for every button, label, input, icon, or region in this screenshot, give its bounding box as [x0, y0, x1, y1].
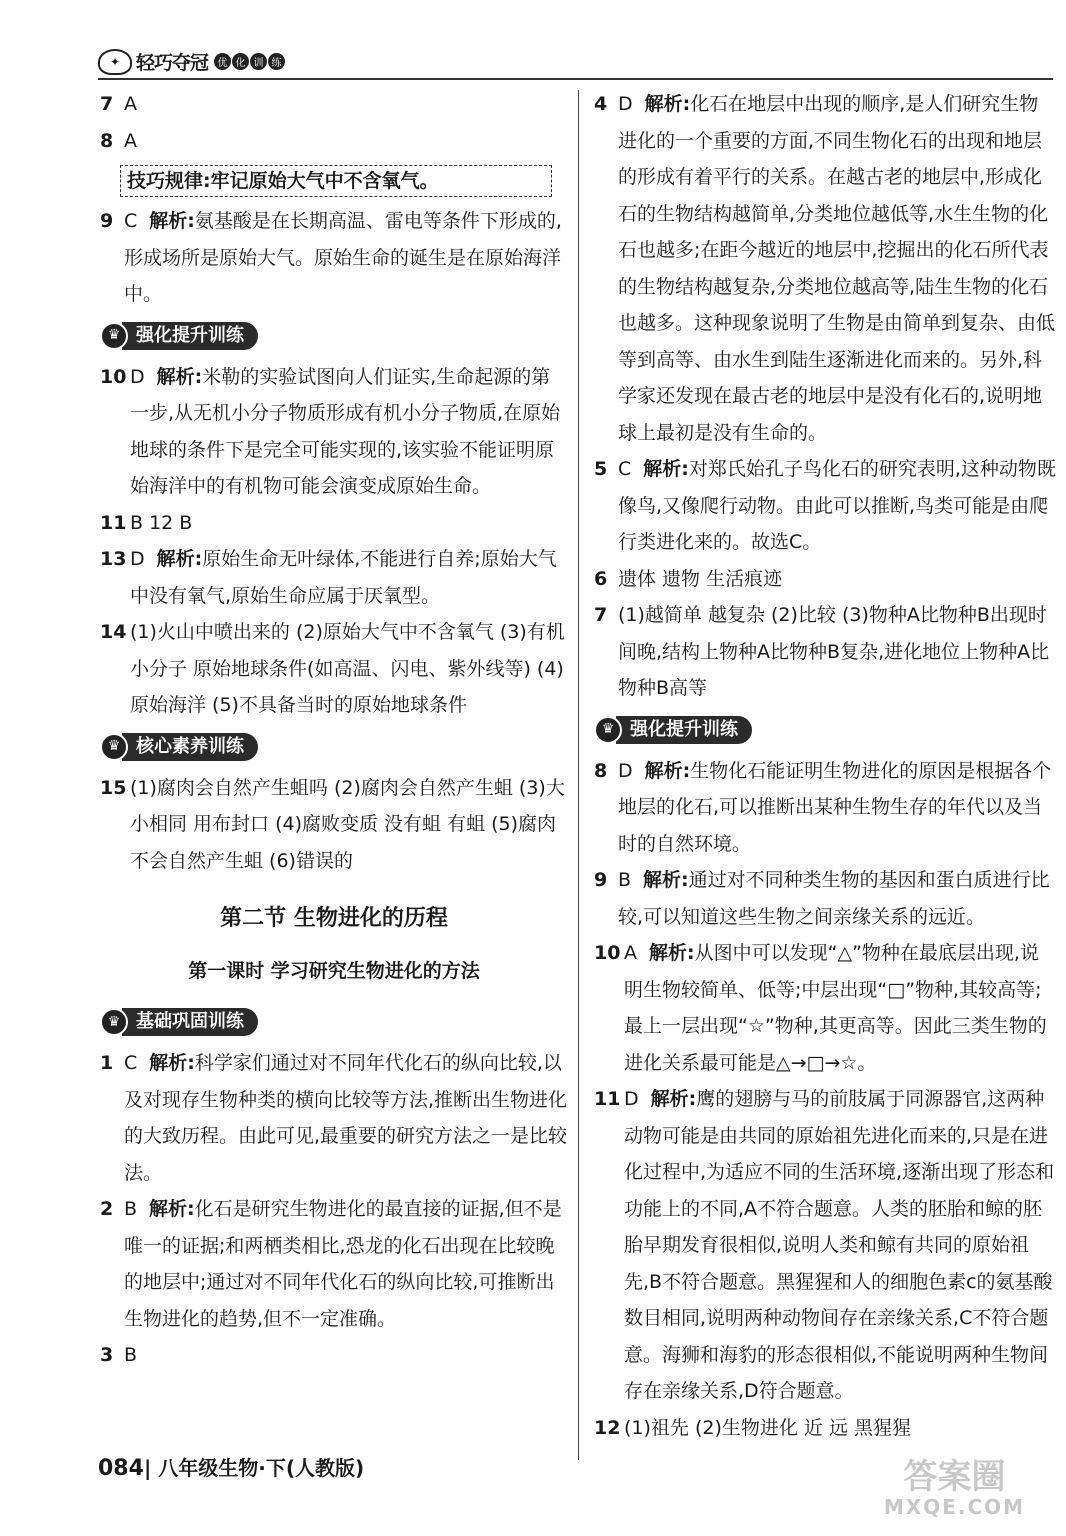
analysis-text: 从图中可以发现“△”物种在最底层出现,说明生物较简单、低等;中层出现“□”物种,其较高等;最上一层出现“☆”物种,其更高等。因此三类生物的进化关系最可能是△→□→☆。 [624, 942, 1047, 1074]
analysis-text: 生物化石能证明生物进化的原因是根据各个地层的化石,可以推断出某种生物生存的年代以及当时的自然环境。 [618, 759, 1052, 855]
question-number: 2 [100, 1198, 114, 1220]
question-number: 10 [594, 942, 621, 964]
analysis-text: 氨基酸是在长期高温、雷电等条件下形成的,形成场所是原始大气。原始生命的诞生是在原始海洋中。 [124, 210, 562, 305]
answer-choice: C [618, 458, 632, 480]
section-badge [100, 732, 258, 762]
answer-item [100, 505, 568, 542]
question-number: 8 [100, 129, 114, 152]
question-number: 1 [100, 1052, 114, 1074]
answer-choice: C [124, 210, 138, 232]
answer-item [100, 1191, 568, 1337]
header-divider [98, 78, 1053, 80]
brand-tag: 训 [250, 53, 267, 70]
badge-label: 强化提升训练 [616, 716, 752, 744]
page-footer: 084| 八年级生物·下(人教版) [98, 1456, 365, 1481]
answer-item [594, 862, 1056, 935]
answer-item [100, 203, 568, 313]
badge-label: 基础巩固训练 [122, 1008, 258, 1036]
question-number: 9 [594, 869, 608, 891]
brand-tags [214, 53, 286, 70]
question-number: 15 [100, 776, 127, 799]
answer-item [594, 1081, 1056, 1410]
crown-icon: ♛ [100, 1008, 128, 1036]
answer-item [100, 770, 568, 880]
watermark-url: MXQE.COM [883, 1495, 1026, 1519]
right-column [594, 86, 1056, 1446]
section-badge [594, 715, 752, 745]
answer-item [594, 935, 1056, 1081]
watermark [862, 1457, 1047, 1528]
page-number: 084 [98, 1456, 144, 1481]
analysis-label: 解析: [644, 93, 691, 115]
analysis-label: 解析: [643, 869, 689, 891]
analysis-label: 解析: [649, 942, 695, 964]
analysis-text: 米勒的实验试图向人们证实,生命起源的第一步,从无机小分子物质形成有机小分子物质,在原始地球的条件下是完全可能实现的,该实验不能证明原始海洋中的有机物可能会演变成原始生命。 [130, 365, 561, 497]
answer-text: B 12 B [130, 511, 193, 534]
crown-icon: ♛ [594, 716, 622, 744]
crown-icon: ♛ [100, 322, 128, 350]
answer-item [100, 1337, 568, 1374]
logo-icon: ✦ [98, 49, 132, 75]
answer-item [594, 597, 1056, 707]
answer-item [100, 1045, 568, 1191]
answer-text: (1)越简单 越复杂 (2)比较 (3)物种A比物种B出现时间晚,结构上物种A比物种B复杂,进化地位上物种A比物种B高等 [618, 604, 1050, 699]
question-number: 8 [594, 759, 608, 782]
question-number: 14 [100, 621, 127, 643]
brand-name: 轻巧夺冠 [136, 52, 209, 74]
question-number: 7 [100, 93, 114, 115]
answer-choice: B [124, 1344, 138, 1366]
badge-label: 核心素养训练 [122, 733, 258, 761]
analysis-text: 化石在地层中出现的顺序,是人们研究生物进化的一个重要的方面,不同生物化石的出现和地层的形成有着平行的关系。在越古老的地层中,形成化石的生物结构越简单,分类地位越低等,水生生物的化石也越多;在距今越近的地层中,挖掘出的化石所代表的生物结构越复杂,分类地位越高等,陆生生物的化石也越多。这种现象说明了生物是由简单到复杂、由低等到高等、由水生到陆生逐渐进化而来的。另外,科学家还发现在最古老的地层中是没有化石的,说明地球上最初是没有生命的。 [618, 93, 1056, 444]
answer-choice: D [130, 548, 145, 570]
question-number: 3 [100, 1344, 114, 1366]
answer-text: (1)腐肉会自然产生蛆吗 (2)腐肉会自然产生蛆 (3)大小相同 用布封口 (4)腐败变质 没有蛆 有蛆 (5)腐肉不会自然产生蛆 (6)错误的 [130, 776, 565, 872]
answer-text: (1)祖先 (2)生物进化 近 远 黑猩猩 [624, 1416, 911, 1439]
question-number: 9 [100, 210, 114, 232]
answer-choice: A [124, 93, 137, 115]
brand-tag: 练 [268, 53, 285, 70]
tip-box: 技巧规律:牢记原始大气中不含氧气。 [120, 165, 552, 197]
answer-item [594, 561, 1056, 598]
analysis-label: 解析: [650, 1088, 697, 1110]
watermark-text: 答案圈 [903, 1457, 1006, 1497]
answer-choice: B [124, 1198, 138, 1220]
answer-item [594, 1410, 1056, 1447]
analysis-text: 对郑氏始孔子鸟化石的研究表明,这种动物既像鸟,又像爬行动物。由此可以推断,鸟类可能是由爬行类进化来的。故选C。 [618, 458, 1056, 553]
answer-choice: D [618, 93, 633, 115]
answer-item [594, 86, 1056, 451]
answer-choice: C [124, 1052, 138, 1074]
analysis-text: 鹰的翅膀与马的前肢属于同源器官,这两种动物可能是由共同的原始祖先进化而来的,只是在进化过程中,为适应不同的生活环境,逐渐出现了形态和功能上的不同,A不符合题意。人类的胚胎和鲸的胚胎早期发育很相似,说明人类和鲸有共同的原始祖先,B不符合题意。黑猩猩和人的细胞色素c的氨基酸数目相同,说明两种动物间存在亲缘关系,C不符合题意。海狮和海豹的形态很相似,不能说明两种生物间存在亲缘关系,D符合题意。 [624, 1088, 1055, 1402]
question-number: 10 [100, 365, 127, 388]
crown-icon: ♛ [100, 733, 128, 761]
question-number: 11 [594, 1088, 621, 1110]
book-title: 八年级生物·下(人教版) [158, 1456, 365, 1480]
question-number: 4 [594, 93, 608, 115]
analysis-label: 解析: [156, 548, 203, 570]
brand-tag: 化 [232, 53, 249, 70]
answer-item [594, 451, 1056, 561]
answer-item [594, 753, 1056, 863]
question-number: 6 [594, 567, 608, 590]
analysis-text: 科学家们通过对不同年代化石的纵向比较,以及对现存生物种类的横向比较等方法,推断出生物进化的大致历程。由此可见,最重要的研究方法之一是比较法。 [124, 1052, 568, 1184]
column-divider [578, 90, 579, 1460]
answer-text: (1)火山中喷出来的 (2)原始大气中不含氧气 (3)有机小分子 原始地球条件(如高温、闪电、紫外线等) (4)原始海洋 (5)不具备当时的原始地球条件 [130, 621, 565, 716]
lesson-title: 第一课时 学习研究生物进化的方法 [188, 960, 480, 982]
page-header [98, 48, 1053, 80]
answer-item [100, 123, 568, 160]
answer-item [100, 614, 568, 724]
analysis-label: 解析: [149, 1198, 195, 1220]
analysis-label: 解析: [644, 759, 691, 782]
section-badge [100, 1007, 258, 1037]
logo [98, 48, 286, 75]
badge-label: 强化提升训练 [122, 322, 258, 350]
analysis-label: 解析: [149, 1052, 195, 1074]
answer-text: 遗体 遗物 生活痕迹 [618, 567, 783, 590]
analysis-label: 解析: [149, 210, 195, 232]
answer-choice: A [624, 942, 637, 964]
analysis-text: 原始生命无叶绿体,不能进行自养;原始大气中没有氧气,原始生命应属于厌氧型。 [130, 548, 557, 607]
analysis-text: 通过对不同种类生物的基因和蛋白质进行比较,可以知道这些生物之间亲缘关系的远近。 [618, 869, 1050, 928]
question-number: 13 [100, 548, 127, 570]
question-number: 11 [100, 511, 127, 534]
question-number: 12 [594, 1416, 621, 1439]
answer-choice: D [618, 759, 633, 782]
question-number: 5 [594, 458, 608, 480]
answer-item [100, 359, 568, 505]
answer-choice: A [124, 129, 137, 152]
question-number: 7 [594, 604, 608, 626]
section-title: 第二节 生物进化的历程 [220, 906, 448, 931]
analysis-label: 解析: [643, 458, 689, 480]
analysis-text: 化石是研究生物进化的最直接的证据,但不是唯一的证据;和两栖类相比,恐龙的化石出现在比较晚的地层中;通过对不同年代化石的纵向比较,可推断出生物进化的趋势,但不一定准确。 [124, 1198, 562, 1330]
answer-item [100, 86, 568, 123]
answer-choice: D [130, 365, 145, 388]
analysis-label: 解析: [156, 365, 203, 388]
answer-choice: D [624, 1088, 639, 1110]
section-badge [100, 321, 258, 351]
brand-tag: 优 [214, 53, 231, 70]
answer-choice: B [618, 869, 632, 891]
answer-item [100, 541, 568, 614]
left-column [100, 86, 568, 1374]
